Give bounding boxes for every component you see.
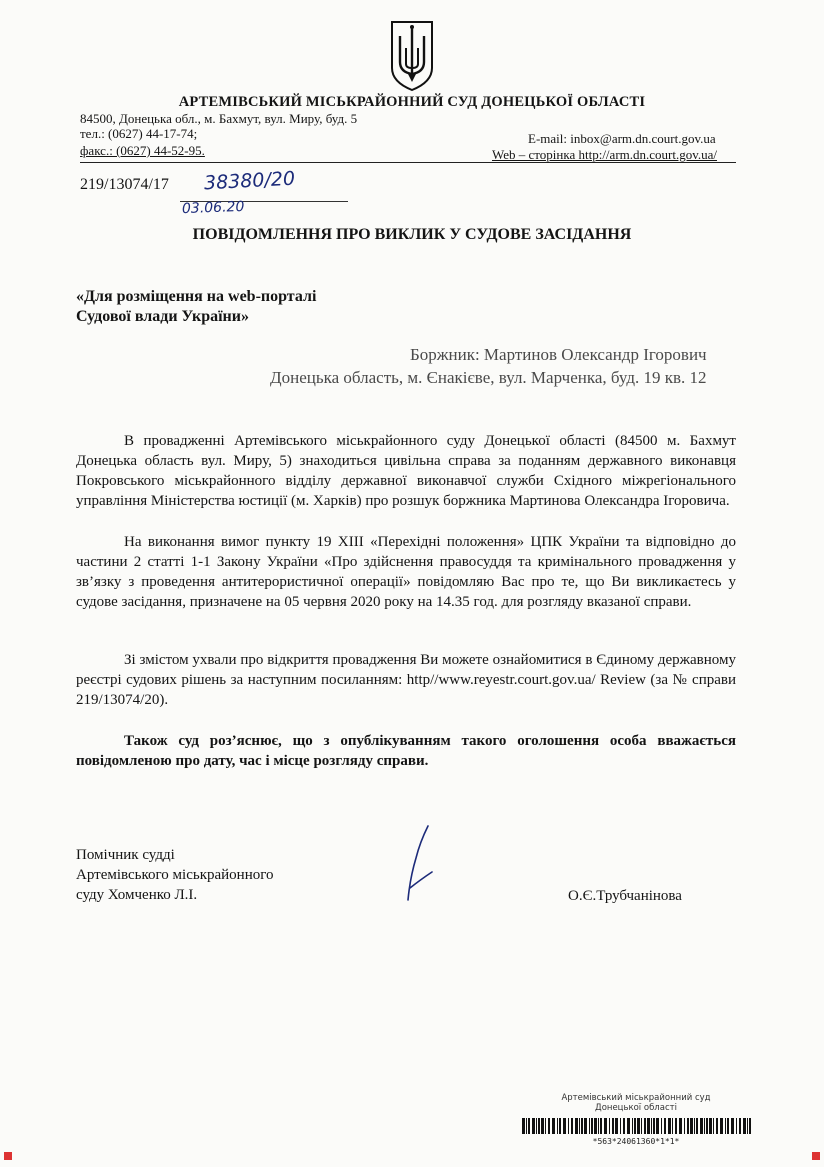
court-address: 84500, Донецька обл., м. Бахмут, вул. Миру, буд. 5 xyxy=(80,111,358,126)
barcode-bar xyxy=(579,1118,580,1134)
barcode-bar xyxy=(668,1118,671,1134)
court-email: E-mail: inbox@arm.dn.court.gov.ua xyxy=(528,131,716,146)
header-divider xyxy=(80,162,736,163)
barcode-bar xyxy=(651,1118,652,1134)
barcode-bar xyxy=(675,1118,677,1134)
barcode-bar xyxy=(589,1118,590,1134)
placement-note-line-1: «Для розміщення на web-порталі xyxy=(76,288,317,305)
barcode-bar xyxy=(627,1118,630,1134)
signature-court-judge: суду Хомченко Л.І. xyxy=(76,887,198,903)
barcode-bar xyxy=(736,1118,737,1134)
scan-mark xyxy=(812,1152,820,1160)
barcode-bar xyxy=(684,1118,685,1134)
barcode-bar xyxy=(615,1118,618,1134)
scan-mark xyxy=(4,1152,12,1160)
barcode-bar xyxy=(653,1118,655,1134)
barcode-bar xyxy=(720,1118,723,1134)
barcode-bar xyxy=(700,1118,703,1134)
barcode-bar xyxy=(620,1118,621,1134)
signature-block xyxy=(76,845,274,905)
barcode-bar xyxy=(545,1118,546,1134)
coat-of-arms-icon xyxy=(388,18,436,92)
barcode-bar xyxy=(747,1118,748,1134)
body-paragraph-3: Зі змістом ухвали про відкриття провадження Ви можете ознайомитися в Єдиному державному реєстрі судових рішень за наступним посиланням: http//www.reyestr.court.gov.ua/ Review (за № справи 219/13074/20). xyxy=(76,652,736,708)
signature-position: Помічник судді xyxy=(76,847,175,863)
barcode-bar xyxy=(522,1118,525,1134)
court-name: АРТЕМІВСЬКИЙ МІСЬКРАЙОННИЙ СУД ДОНЕЦЬКОЇ ОБЛАСТІ xyxy=(178,94,646,110)
barcode-bar xyxy=(704,1118,705,1134)
barcode-bar xyxy=(641,1118,642,1134)
barcode-bar xyxy=(568,1118,569,1134)
case-number: 219/13074/17 xyxy=(80,176,169,193)
barcode-bar xyxy=(694,1118,695,1134)
barcode-bar xyxy=(672,1118,673,1134)
document-title: ПОВІДОМЛЕННЯ ПРО ВИКЛИК У СУДОВЕ ЗАСІДАННЯ xyxy=(192,226,632,243)
barcode-bar xyxy=(679,1118,682,1134)
barcode-bar xyxy=(731,1118,734,1134)
barcode-bar xyxy=(632,1118,633,1134)
barcode-bar xyxy=(600,1118,602,1134)
barcode-bar xyxy=(656,1118,659,1134)
court-phone: тел.: (0627) 44-17-74; xyxy=(80,126,198,141)
barcode-bar xyxy=(548,1118,550,1134)
barcode-bar xyxy=(690,1118,693,1134)
barcode-bar xyxy=(623,1118,625,1134)
barcode-bar xyxy=(713,1118,714,1134)
barcode-bar xyxy=(538,1118,540,1134)
barcode-bar xyxy=(739,1118,741,1134)
stamp-line-2: Донецької області xyxy=(595,1103,677,1113)
court-fax: факс.: (0627) 44-52-95. xyxy=(80,143,205,158)
barcode-bar xyxy=(696,1118,698,1134)
placement-note-line-2: Судової влади України» xyxy=(76,308,249,325)
body-paragraph-2: На виконання вимог пункту 19 ХІІІ «Перехідні положення» ЦПК України та відповідно до частини 2 статті 1-1 Закону України «Про здійснення правосуддя та кримінального провадження у зв’язку з проведення антитерористичної операції» повідомляю Вас про те, що Ви викликаєтесь у судове засідання, призначене на 05 червня 2020 року на 14.35 год. для розгляду вказаної справи. xyxy=(76,534,736,610)
handwritten-registration-date: 03.06.20 xyxy=(181,198,245,218)
barcode-bar xyxy=(604,1118,607,1134)
barcode-bar xyxy=(661,1118,662,1134)
barcode-bar xyxy=(591,1118,593,1134)
barcode-bar xyxy=(575,1118,578,1134)
body-paragraph-1: В провадженні Артемівського міськрайонного суду Донецької області (84500 м. Бахмут Донецька область вул. Миру, 5) знаходиться цивільна справа за поданням державного виконавця Покровського міськрайонного відділу державної виконавчої служби Східного міжрегіонального управління Міністерства юстиції (м. Харків) про розшук боржника Мартинова Олександра Ігоровича. xyxy=(76,433,736,509)
barcode-bar xyxy=(581,1118,583,1134)
barcode-bar xyxy=(647,1118,650,1134)
barcode-bar xyxy=(552,1118,555,1134)
barcode-bar xyxy=(743,1118,746,1134)
barcode-bar xyxy=(563,1118,566,1134)
barcode-bar xyxy=(532,1118,535,1134)
barcode-bar xyxy=(541,1118,544,1134)
barcode-bar xyxy=(571,1118,573,1134)
body-paragraph-4: Також суд роз’яснює, що з опублікуванням такого оголошення особа вважається повідомленою про дату, час і місце розгляду справи. xyxy=(76,733,736,769)
barcode-bar xyxy=(536,1118,537,1134)
handwritten-registration-number: 38380/20 xyxy=(203,167,296,195)
barcode-bar xyxy=(609,1118,610,1134)
barcode-bar xyxy=(557,1118,558,1134)
barcode-bar xyxy=(727,1118,729,1134)
barcode-bar xyxy=(716,1118,718,1134)
signer-name: О.Є.Трубчанінова xyxy=(568,888,682,904)
placement-note xyxy=(76,287,316,327)
barcode-bar xyxy=(706,1118,708,1134)
stamp-line-1: Артемівський міськрайонний суд xyxy=(561,1093,711,1103)
barcode-bar xyxy=(584,1118,587,1134)
barcode-bar xyxy=(709,1118,712,1134)
barcode-bar xyxy=(634,1118,636,1134)
barcode-bar xyxy=(725,1118,726,1134)
barcode-bar xyxy=(749,1118,751,1134)
court-website: Web – сторінка http://arm.dn.court.gov.ua/ xyxy=(492,147,718,162)
barcode-bar xyxy=(526,1118,527,1134)
barcode-bar xyxy=(664,1118,666,1134)
recipient-address: Донецька область, м. Єнакієве, вул. Марченка, буд. 19 кв. 12 xyxy=(270,368,707,387)
barcode-bar xyxy=(528,1118,530,1134)
barcode-bar xyxy=(637,1118,640,1134)
barcode-bar xyxy=(687,1118,689,1134)
barcode-bar xyxy=(598,1118,599,1134)
barcode-bar xyxy=(644,1118,646,1134)
barcode-bar xyxy=(594,1118,597,1134)
barcode-bar xyxy=(559,1118,561,1134)
signature-court: Артемівського міськрайонного xyxy=(76,867,274,883)
court-stamp xyxy=(520,1093,752,1113)
handwritten-signature xyxy=(398,822,444,904)
recipient-name: Боржник: Мартинов Олександр Ігорович xyxy=(410,345,707,364)
barcode-bar xyxy=(612,1118,614,1134)
barcode-text: *563*24061360*1*1* xyxy=(592,1137,680,1146)
